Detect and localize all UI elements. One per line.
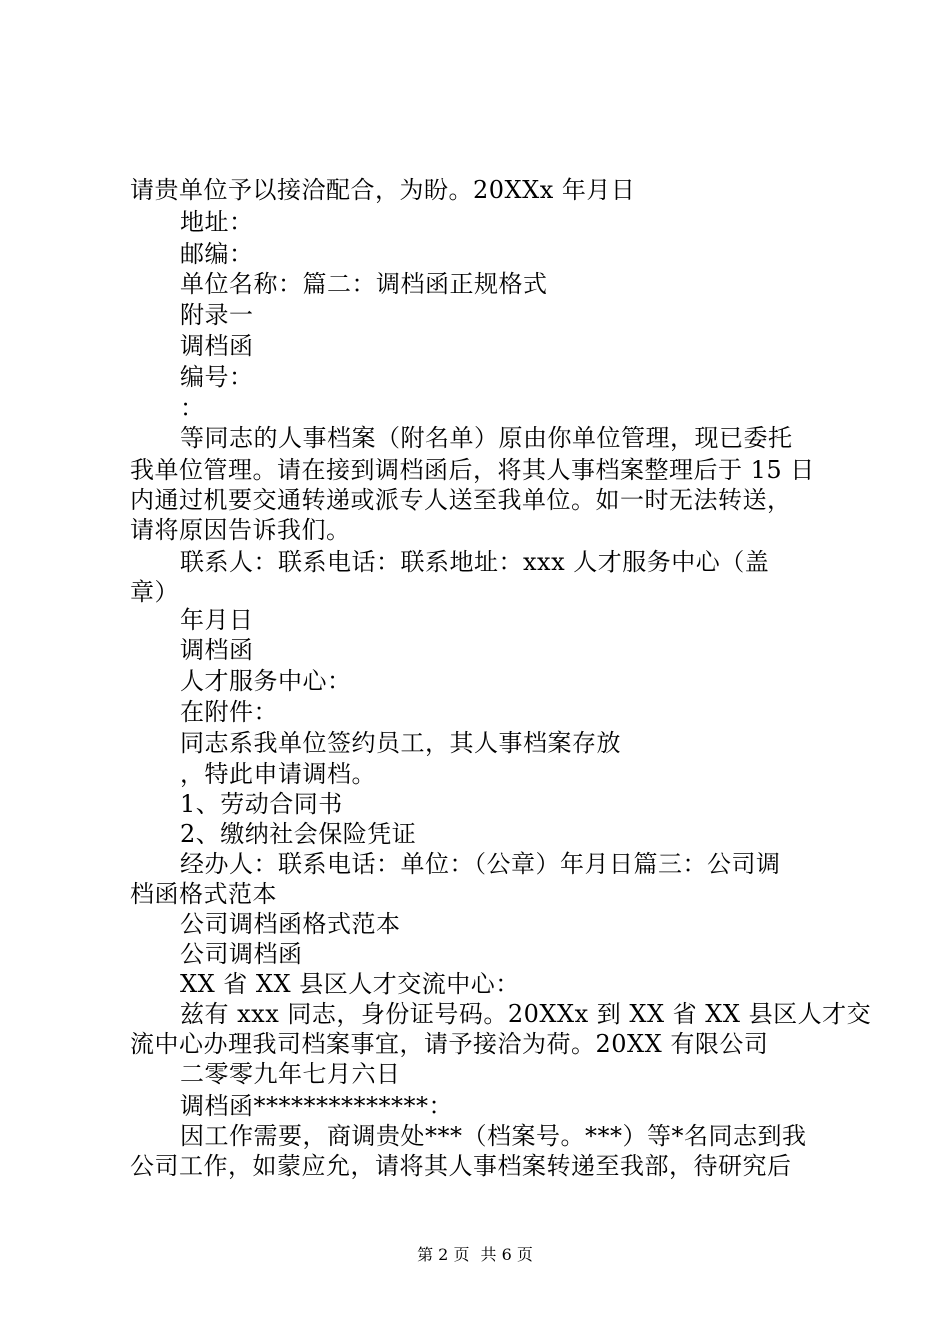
text-line: 邮编：: [180, 240, 254, 268]
page-footer: [0, 1244, 950, 1266]
page-total: 共 6 页: [480, 1245, 533, 1264]
text-line: 兹有 xxx 同志，身份证号码。20XXx 到 XX 省 XX 县区人才交: [180, 1000, 872, 1028]
text-line: 二零零九年七月六日: [180, 1060, 401, 1088]
text-line: 1、劳动合同书: [180, 790, 343, 818]
text-line: 公司工作，如蒙应允，请将其人事档案转递至我部，待研究后: [130, 1152, 792, 1180]
text-line: 因工作需要，商调贵处***（档案号。***）等*名同志到我: [180, 1122, 807, 1150]
text-line: 内通过机要交通转递或派专人送至我单位。如一时无法转送，: [130, 486, 792, 514]
text-line: 调档函**************：: [180, 1092, 453, 1120]
text-line: 联系人：联系电话：联系地址：xxx 人才服务中心（盖: [180, 548, 770, 576]
text-line: 在附件：: [180, 698, 278, 726]
text-line: 同志系我单位签约员工，其人事档案存放: [180, 729, 621, 757]
text-line: 2、缴纳社会保险凭证: [180, 820, 417, 848]
text-line: 公司调档函格式范本: [180, 910, 401, 938]
page-number: 第 2 页: [417, 1245, 470, 1264]
text-line: 地址：: [180, 208, 254, 236]
text-line: 请贵单位予以接洽配合，为盼。20XXx 年月日: [130, 176, 636, 204]
text-line: 档函格式范本: [130, 880, 277, 908]
text-line: 单位名称：篇二：调档函正规格式: [180, 270, 548, 298]
text-line: 公司调档函: [180, 940, 303, 968]
text-line: XX 省 XX 县区人才交流中心：: [180, 970, 520, 998]
text-line: 附录一: [180, 301, 254, 329]
text-line: 我单位管理。请在接到调档函后，将其人事档案整理后于 15 日: [130, 456, 815, 484]
text-line: 经办人：联系电话：单位：（公章）年月日篇三：公司调: [180, 850, 781, 878]
text-line: ：: [180, 394, 205, 422]
text-line: 编号：: [180, 363, 254, 391]
text-line: 章）: [130, 578, 179, 606]
text-line: 请将原因告诉我们。: [130, 516, 351, 544]
text-line: 人才服务中心：: [180, 667, 352, 695]
text-line: 年月日: [180, 606, 254, 634]
text-line: 调档函: [180, 636, 254, 664]
text-line: ，特此申请调档。: [180, 760, 376, 788]
text-line: 等同志的人事档案（附名单）原由你单位管理，现已委托: [180, 424, 793, 452]
text-line: 调档函: [180, 332, 254, 360]
text-line: 流中心办理我司档案事宜，请予接洽为荷。20XX 有限公司: [130, 1030, 769, 1058]
